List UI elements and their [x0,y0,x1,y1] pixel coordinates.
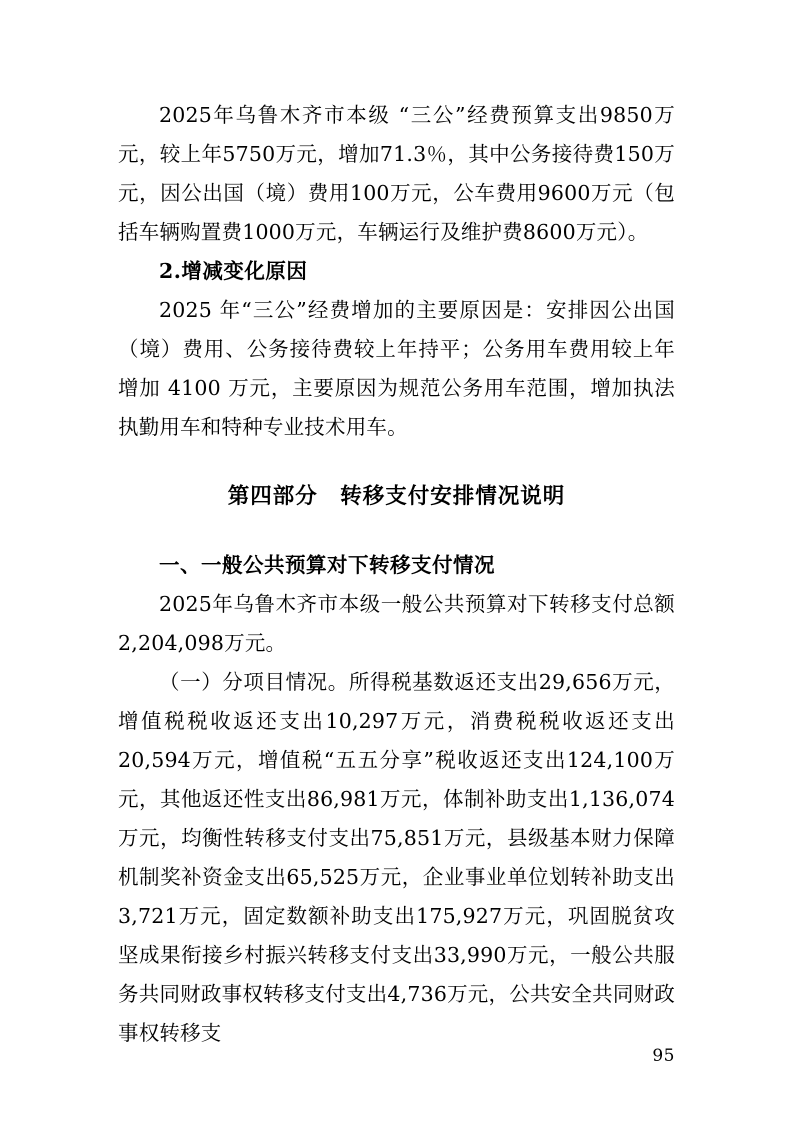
paragraph-transfer-total: 2025年乌鲁木齐市本级一般公共预算对下转移支付总额2,204,098万元。 [118,592,675,655]
part-title-transfer-payment: 第四部分 转移支付安排情况说明 [227,484,566,509]
paragraph-change-reason-detail: 2025 年“三公”经费增加的主要原因是：安排因公出国（境）费用、公务接待费较上年持平；公务用车费用较上年增加 4100 万元，主要原因为规范公务用车范围，增加执法执勤用车和特种专业技术用车。 [118,298,675,439]
paragraph-three-public-expense: 2025年乌鲁木齐市本级 “三公”经费预算支出9850万元，较上年5750万元，增加71.3％，其中公务接待费150万元，因公出国（境）费用100万元，公车费用9600万元（包括车辆购置费1000万元，车辆运行及维护费8600万元）。 [118,103,675,244]
page-number: 95 [652,1046,675,1066]
heading-change-reason: 2.增减变化原因 [159,259,308,283]
paragraph-transfer-itemized: （一）分项目情况。所得税基数返还支出29,656万元，增值税税收返还支出10,297万元，消费税税收返还支出20,594万元，增值税“五五分享”税收返还支出124,100万元，其他返还性支出86,981万元，体制补助支出1,136,074万元，均衡性转移支付支出75,851万元，县级基本财力保障机制奖补资金支出65,525万元，企业事业单位划转补助支出3,721万元，固定数额补助支出175,927万元，巩固脱贫攻坚成果衔接乡村振兴转移支付支出33,990万元，一般公共服务共同财政事权转移支付支出4,736万元，公共安全共同财政事权转移支 [118,670,675,1045]
section-title-general-public-budget-transfer: 一、一般公共预算对下转移支付情况 [159,553,495,577]
